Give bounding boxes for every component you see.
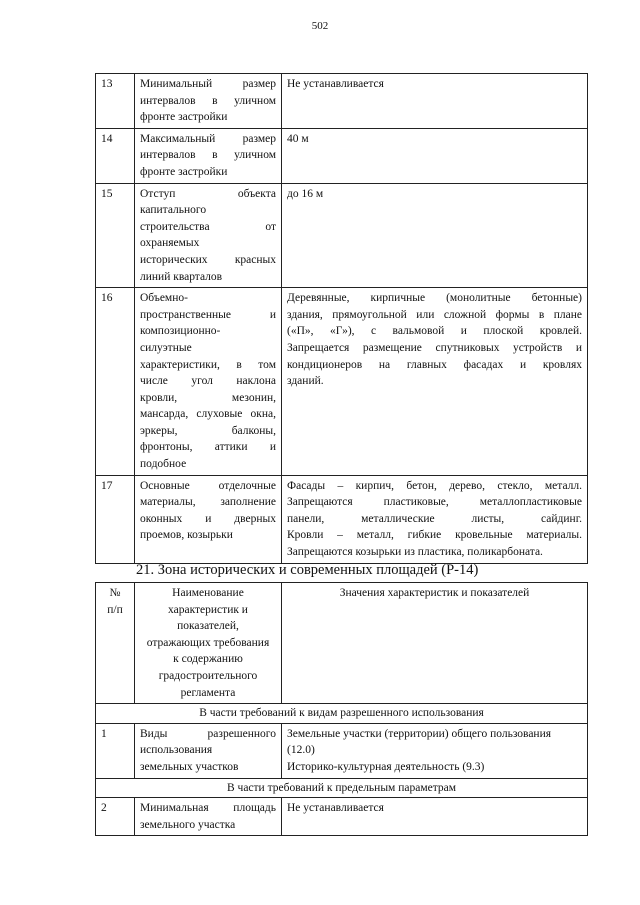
- row-value-line: Деревянные, кирпичные (монолитные бетонные): [287, 292, 582, 305]
- row-value-line: Кровли – металл, гибкие кровельные материалы.: [287, 529, 582, 542]
- row-name-line: мансарда, слуховые окна,: [140, 408, 276, 421]
- row-name-line: капитального: [140, 204, 207, 217]
- row-number: 16: [96, 288, 135, 476]
- row-name-line: эркеры, балконы,: [140, 424, 276, 437]
- row-value-line: 40 м: [287, 132, 309, 145]
- row-value-line: («П», «Г»), с вальмовой и плоской кровлей.: [287, 325, 582, 338]
- row-name-cell: [135, 475, 282, 563]
- row-value-line: кондиционеров на главных фасадах и кровлях: [287, 358, 582, 371]
- row-name-line: Отступ объекта: [140, 187, 276, 200]
- row-name-line: интервалов в уличном: [140, 94, 276, 107]
- header-name-cell: [135, 583, 282, 704]
- zone-r14-table: [95, 582, 588, 836]
- row-name-line: силуэтные: [140, 341, 192, 354]
- header-name-line: к содержанию: [173, 653, 243, 666]
- row-name-line: Виды разрешенного: [140, 727, 276, 740]
- row-name-line: фронте застройки: [140, 165, 228, 178]
- header-name-line: Наименование: [172, 587, 244, 599]
- section-row: [96, 778, 588, 798]
- row-name-line: земельного участка: [140, 818, 236, 831]
- row-value-line: зданий.: [287, 375, 324, 388]
- row-name-line: исторических красных: [140, 253, 276, 266]
- section-row: [96, 704, 588, 724]
- header-name-line: характеристик и: [168, 603, 248, 616]
- row-value-line: панели, металлические листы, сайдинг.: [287, 512, 582, 525]
- table-row: [96, 128, 588, 183]
- row-name-line: использования: [140, 744, 213, 757]
- row-value-line: здания, прямоугольной или сложной формы в плане: [287, 308, 582, 321]
- row-name-line: пространственные и: [140, 308, 276, 321]
- row-value-line: Не устанавливается: [287, 78, 384, 90]
- table-row: [96, 798, 588, 836]
- row-number: 15: [96, 183, 135, 288]
- row-name-line: оконных и дверных: [140, 512, 276, 525]
- row-name-cell: [135, 798, 282, 836]
- row-name-cell: [135, 723, 282, 778]
- row-name-line: кровли, мезонин,: [140, 391, 276, 404]
- table-row: [96, 723, 588, 778]
- section-heading: 21. Зона исторических и современных площадей (Р-14): [136, 562, 479, 578]
- row-value-line: Запрещаются пластиковые, металлопластиковые: [287, 496, 582, 509]
- row-value-cell: [282, 288, 588, 476]
- row-number: 14: [96, 128, 135, 183]
- section-label: В части требований к предельным параметрам: [96, 778, 588, 798]
- row-number: 2: [96, 798, 135, 836]
- characteristics-table-continued: [95, 73, 588, 564]
- row-name-line: линий кварталов: [140, 270, 223, 283]
- header-num-line: п/п: [107, 603, 123, 616]
- row-name-cell: [135, 288, 282, 476]
- row-name-cell: [135, 183, 282, 288]
- row-name-line: материалы, заполнение: [140, 496, 276, 509]
- table-row: [96, 74, 588, 129]
- row-value-line: Не устанавливается: [287, 802, 384, 815]
- row-number: 1: [96, 723, 135, 778]
- row-name-line: числе угол наклона: [140, 375, 276, 388]
- page-number: 502: [311, 20, 329, 32]
- row-value-line: Запрещаются козырьки из пластика, поликарбоната.: [287, 546, 543, 559]
- header-value-line: Значения характеристик и показателей: [339, 587, 530, 599]
- row-name-line: Объемно-: [140, 292, 188, 305]
- row-value-cell: [282, 74, 588, 129]
- table-row: [96, 183, 588, 288]
- row-name-line: охраняемых: [140, 237, 200, 250]
- row-name-line: композиционно-: [140, 325, 221, 338]
- header-name-line: регламента: [180, 686, 236, 699]
- row-name-line: интервалов в уличном: [140, 149, 276, 162]
- row-name-line: проемов, козырьки: [140, 529, 233, 542]
- row-value-cell: [282, 798, 588, 836]
- row-number: 13: [96, 74, 135, 129]
- row-name-line: подобное: [140, 458, 187, 471]
- section-label: В части требований к видам разрешенного использования: [96, 704, 588, 724]
- row-name-line: фронте застройки: [140, 111, 228, 124]
- row-name-line: Максимальный размер: [140, 132, 276, 145]
- row-value-cell: [282, 183, 588, 288]
- row-name-line: фронтоны, аттики и: [140, 441, 276, 454]
- header-value-cell: [282, 583, 588, 704]
- row-name-line: Минимальный размер: [140, 78, 276, 90]
- row-name-line: характеристики, в том: [140, 358, 276, 371]
- header-name-line: отражающих требования: [146, 636, 270, 649]
- row-number: 17: [96, 475, 135, 563]
- row-value-cell: [282, 723, 588, 778]
- row-name-line: земельных участков: [140, 760, 239, 773]
- row-value-line: Фасады – кирпич, бетон, дерево, стекло, металл.: [287, 479, 582, 492]
- row-name-line: Минимальная площадь: [140, 802, 276, 815]
- table-row: [96, 288, 588, 476]
- row-value-line: Историко-культурная деятельность (9.3): [287, 760, 485, 773]
- row-value-line: до 16 м: [287, 187, 324, 200]
- row-name-line: Основные отделочные: [140, 479, 276, 492]
- row-value-cell: [282, 475, 588, 563]
- header-num-cell: [96, 583, 135, 704]
- header-num-line: №: [109, 587, 121, 599]
- header-name-line: показателей,: [177, 620, 239, 633]
- row-value-cell: [282, 128, 588, 183]
- row-name-cell: [135, 128, 282, 183]
- table-header-row: [96, 583, 588, 704]
- table-row: [96, 475, 588, 563]
- header-name-line: градостроительного: [158, 669, 258, 682]
- row-value-line: Запрещается размещение спутниковых устройств и: [287, 341, 582, 354]
- row-name-cell: [135, 74, 282, 129]
- row-value-line: (12.0): [287, 744, 315, 757]
- row-value-line: Земельные участки (территории) общего пользования: [287, 727, 552, 740]
- row-name-line: строительства от: [140, 220, 276, 233]
